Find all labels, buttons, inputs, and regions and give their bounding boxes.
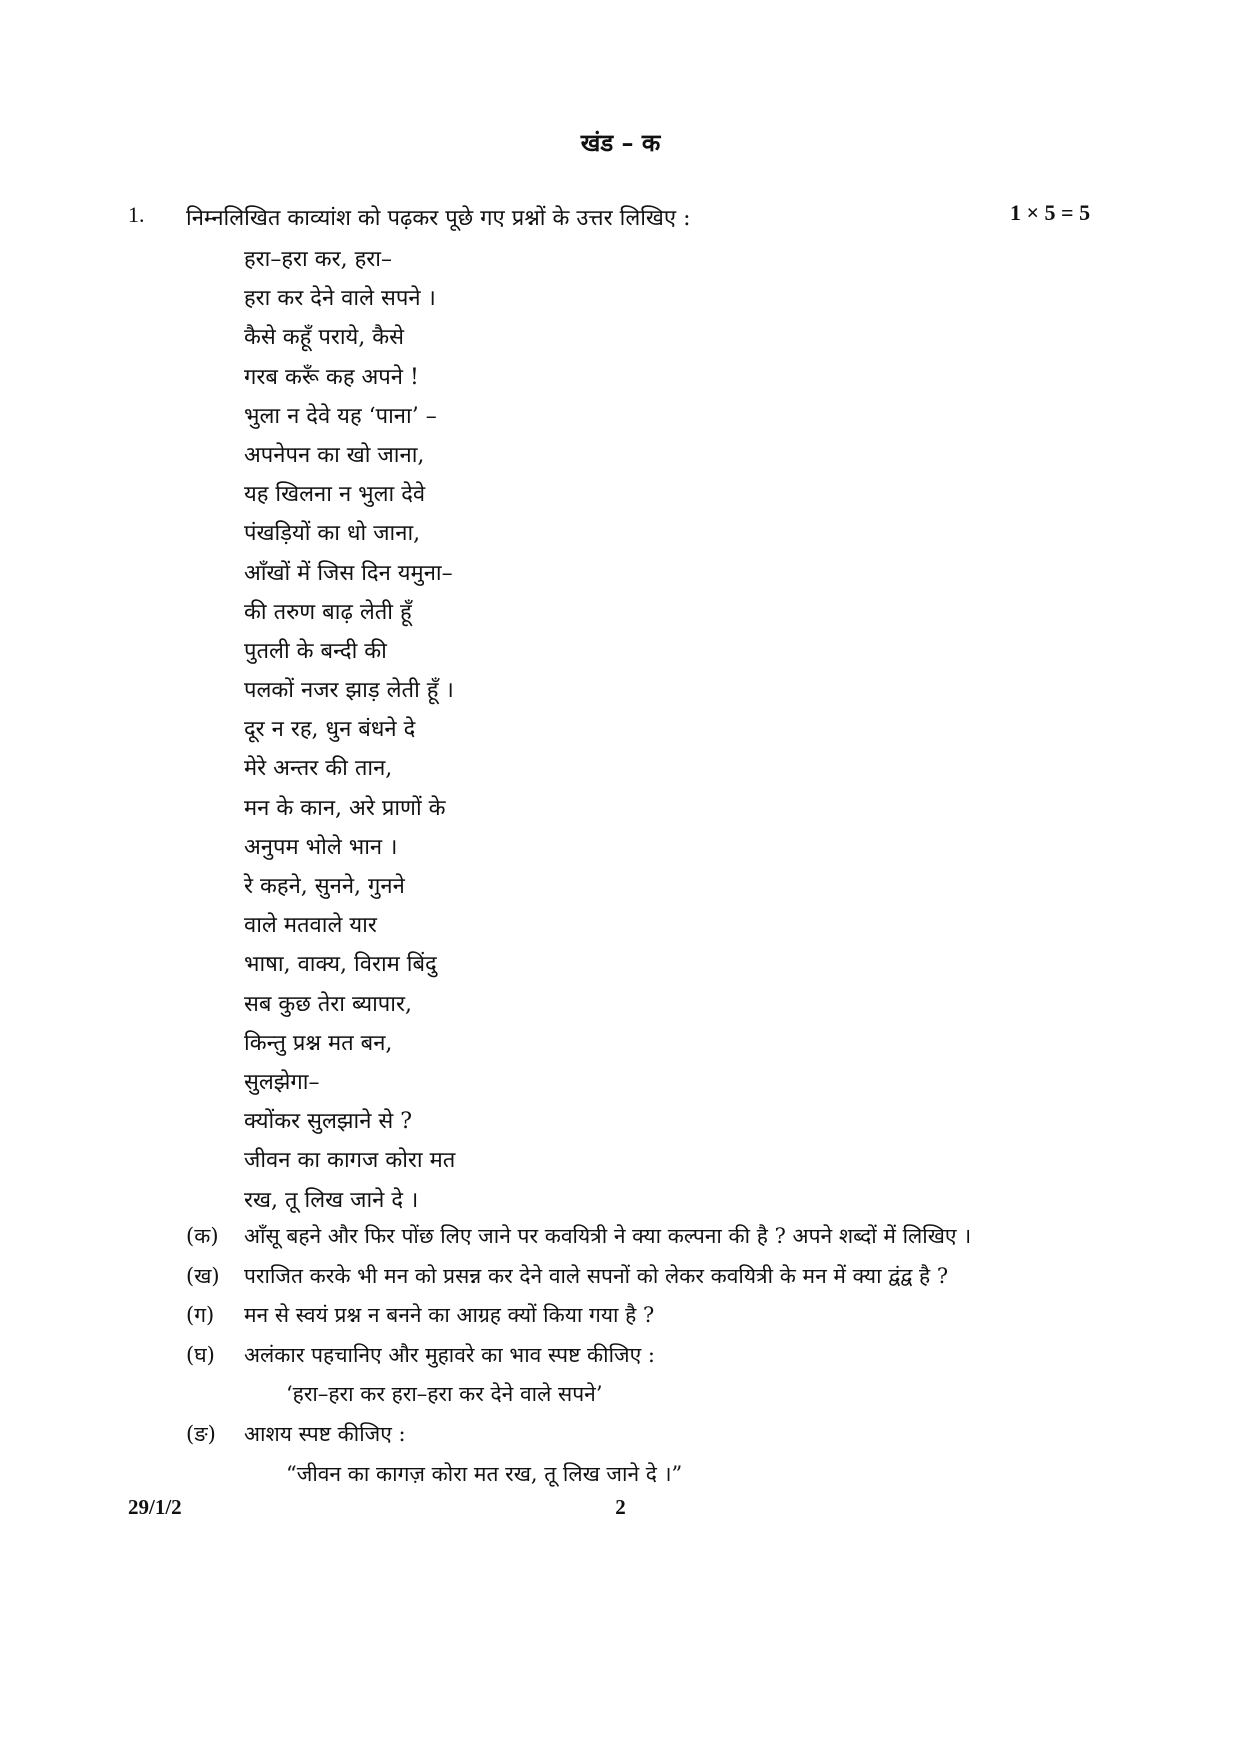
poem-line: क्योंकर सुलझाने से ? (244, 1109, 413, 1135)
poem-line: यह खिलना न भुला देवे (244, 482, 426, 508)
poem-line: सब कुछ तेरा ब्यापार, (244, 991, 412, 1017)
sub-question-quote: “जीवन का कागज़ कोरा मत रख, तू लिख जाने दे ।” (286, 1461, 683, 1486)
sub-question-text: पराजित करके भी मन को प्रसन्न कर देने वाले सपनों को लेकर कवयित्री के मन में क्या द्वंद्व है ? (244, 1263, 949, 1288)
page-number: 2 (615, 1495, 626, 1519)
poem-line: अपनेपन का खो जाना, (244, 442, 425, 468)
poem-line: हरा–हरा कर, हरा– (244, 247, 393, 272)
poem-line: पलकों नजर झाड़ लेती हूँ । (244, 678, 454, 704)
sub-question-text: आशय स्पष्ट कीजिए : (244, 1421, 406, 1446)
sub-question-quote: ‘हरा–हरा कर हरा–हरा कर देने वाले सपने’ (286, 1382, 603, 1407)
poem-line: दूर न रह, धुन बंधने दे (244, 717, 416, 743)
poem-line: की तरुण बाढ़ लेती हूँ (244, 599, 412, 625)
sub-question-kha (186, 1257, 1116, 1297)
sub-question-ga (186, 1296, 1116, 1336)
sub-question-label: (घ) (186, 1342, 215, 1367)
sub-question-text: आँसू बहने और फिर पोंछ लिए जाने पर कवयित्री ने क्या कल्पना की है ? अपने शब्दों में लिखिए । (244, 1224, 972, 1248)
sub-question-text: अलंकार पहचानिए और मुहावरे का भाव स्पष्ट कीजिए : (244, 1342, 655, 1367)
poem-line: भुला न देवे यह ‘पाना’ – (244, 403, 437, 429)
poem (244, 240, 455, 1220)
poem-line: रख, तू लिख जाने दे । (244, 1187, 419, 1213)
poem-line: भाषा, वाक्य, विराम बिंदु (244, 952, 437, 978)
poem-line: आँखों में जिस दिन यमुना– (244, 560, 453, 586)
poem-line: गरब करूँ कह अपने ! (244, 364, 419, 390)
question-instruction: निम्नलिखित काव्यांश को पढ़कर पूछे गए प्रश्नों के उत्तर लिखिए : (186, 206, 691, 231)
poem-line: सुलझेगा– (244, 1069, 320, 1095)
sub-question-text: मन से स्वयं प्रश्न न बनने का आग्रह क्यों किया गया है ? (244, 1303, 655, 1328)
poem-line: मेरे अन्तर की तान, (244, 756, 393, 782)
poem-line: मन के कान, अरे प्राणों के (244, 795, 446, 821)
poem-line: रे कहने, सुनने, गुनने (244, 874, 405, 899)
sub-question-label: (ग) (186, 1303, 215, 1328)
sub-question-label: (क) (186, 1224, 219, 1248)
poem-line: वाले मतवाले यार (244, 913, 377, 939)
sub-question-label: (ङ) (186, 1421, 216, 1446)
poem-line: जीवन का कागज कोरा मत (244, 1148, 456, 1174)
poem-line: अनुपम भोले भान । (244, 834, 398, 860)
question-number: 1. (128, 202, 145, 227)
section-title: खंड – क (580, 128, 661, 157)
poem-line: पंखड़ियों का धो जाना, (244, 521, 421, 547)
sub-question-ka (186, 1217, 1116, 1257)
sub-question-label: (ख) (186, 1263, 220, 1288)
poem-line: पुतली के बन्दी की (244, 638, 387, 664)
poem-line: किन्तु प्रश्न मत बन, (244, 1030, 393, 1056)
poem-line: हरा कर देने वाले सपने । (244, 286, 436, 312)
sub-questions (186, 1217, 1116, 1494)
sub-question-nga (186, 1415, 1116, 1455)
paper-code: 29/1/2 (128, 1495, 182, 1519)
poem-line: कैसे कहूँ पराये, कैसे (244, 325, 405, 351)
question-marks: 1 × 5 = 5 (1010, 200, 1091, 225)
sub-question-gha (186, 1336, 1116, 1376)
